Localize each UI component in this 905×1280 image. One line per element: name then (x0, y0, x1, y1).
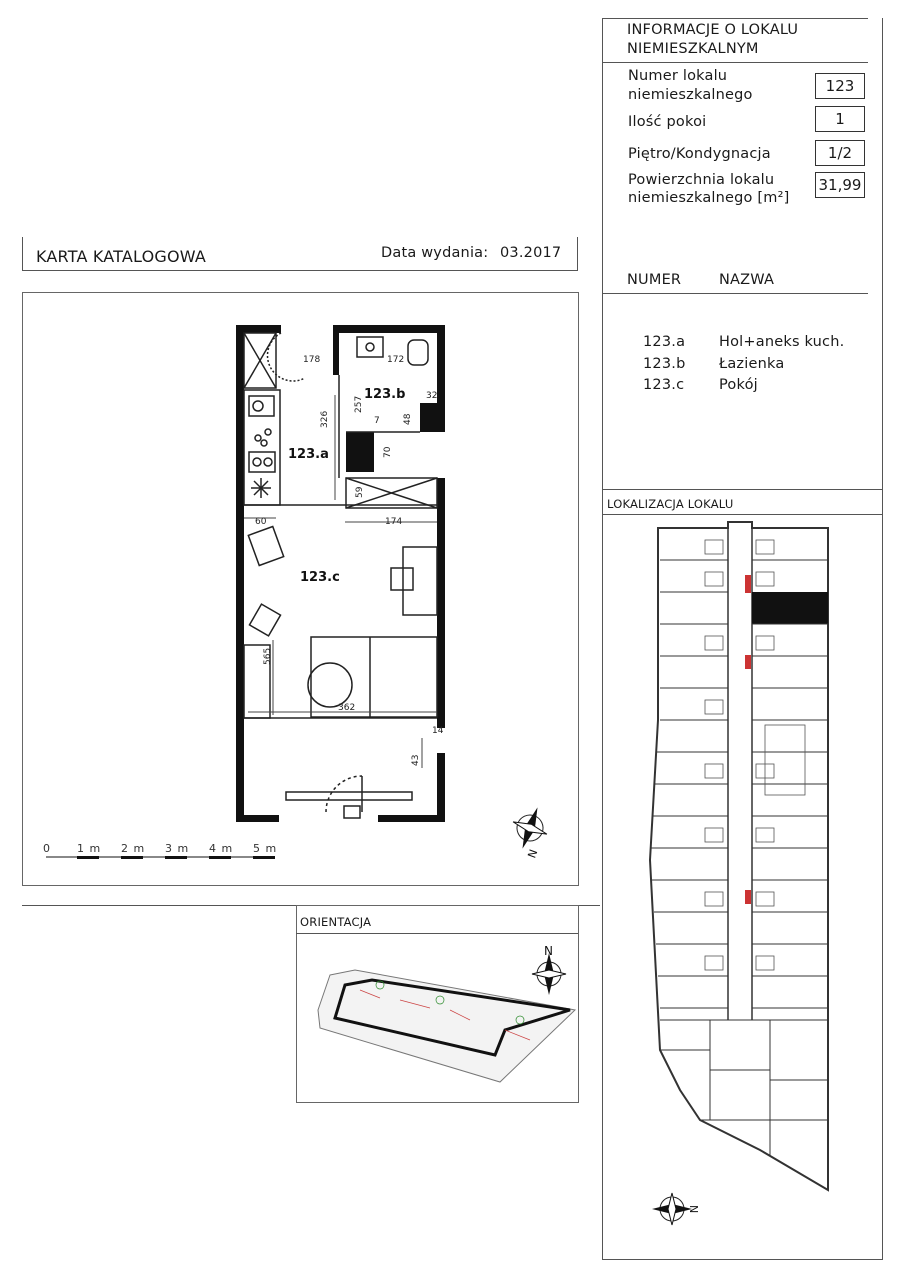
col-number-header: NUMER (627, 272, 682, 288)
room-name-c: Pokój (719, 377, 758, 393)
dim-14: 14 (432, 726, 444, 736)
location-building-plan (603, 515, 882, 1259)
room-list-divider (602, 293, 868, 294)
info-panel-bottom-border (602, 1259, 883, 1260)
dim-60: 60 (255, 517, 267, 527)
catalog-header-right-border (577, 237, 578, 271)
orientation-site-map (297, 934, 577, 1100)
room-number-c: 123.c (643, 377, 685, 393)
unit-number-label-line1: Numer lokalu (628, 68, 728, 84)
dim-178: 178 (303, 355, 321, 365)
catalog-header-bottom-border (22, 270, 578, 271)
col-name-header: NAZWA (719, 272, 775, 288)
scale-2m: 2 m (121, 842, 146, 855)
room-name-b: Łazienka (719, 356, 785, 372)
dim-172: 172 (387, 355, 405, 365)
room-count-label: Ilość pokoi (628, 114, 707, 130)
floor-label: Piętro/Kondygnacja (628, 146, 771, 162)
unit-number-label-line2: niemieszkalnego (628, 87, 753, 103)
scale-0: 0 (43, 842, 51, 855)
room-number-b: 123.b (643, 356, 686, 372)
plan-room-label-c: 123.c (300, 570, 340, 585)
scale-3m: 3 m (165, 842, 190, 855)
info-heading-line1: INFORMACJE O LOKALU (627, 22, 799, 38)
unit-number-value: 123 (815, 73, 865, 99)
location-top-rule (602, 489, 883, 490)
plan-room-label-a: 123.a (288, 447, 329, 462)
dim-43: 43 (411, 754, 421, 766)
scale-5m: 5 m (253, 842, 278, 855)
info-heading-divider (602, 62, 868, 63)
dim-7: 7 (374, 416, 380, 426)
dim-32: 32 (426, 391, 438, 401)
floor-plan (22, 292, 577, 884)
catalog-title: KARTA KATALOGOWA (36, 247, 207, 266)
info-heading-line2: NIEMIESZKALNYM (627, 41, 759, 57)
catalog-header-left-border (22, 237, 23, 271)
info-panel-right-border (882, 18, 883, 1260)
dim-70: 70 (383, 446, 393, 458)
location-compass-icon (652, 1193, 692, 1225)
issue-date-value: 03.2017 (500, 245, 562, 261)
dim-48: 48 (403, 413, 413, 425)
area-value: 31,99 (815, 172, 865, 198)
dim-59: 59 (355, 486, 365, 498)
issue-date-label: Data wydania: (381, 245, 489, 261)
dim-257: 257 (354, 395, 364, 413)
plan-north-label: N (525, 847, 541, 860)
orientation-north-label: N (544, 944, 553, 958)
orientation-compass-icon (532, 953, 566, 995)
area-label-line1: Powierzchnia lokalu (628, 172, 775, 188)
room-number-a: 123.a (643, 334, 686, 350)
orientation-title: ORIENTACJA (300, 915, 372, 929)
location-title: LOKALIZACJA LOKALU (607, 497, 734, 511)
info-heading-rule (602, 18, 868, 19)
floor-value: 1/2 (815, 140, 865, 166)
location-north-label: N (687, 1205, 700, 1214)
scale-1m: 1 m (77, 842, 102, 855)
plan-room-label-b: 123.b (364, 387, 406, 402)
room-count-value: 1 (815, 106, 865, 132)
dim-362: 362 (338, 703, 356, 713)
dim-326: 326 (320, 410, 330, 428)
area-label-line2: niemieszkalnego [m²] (628, 190, 790, 206)
dim-565: 565 (263, 647, 273, 665)
dim-174: 174 (385, 517, 403, 527)
scale-4m: 4 m (209, 842, 234, 855)
plan-compass-icon (506, 801, 555, 855)
room-name-a: Hol+aneks kuch. (719, 334, 845, 350)
